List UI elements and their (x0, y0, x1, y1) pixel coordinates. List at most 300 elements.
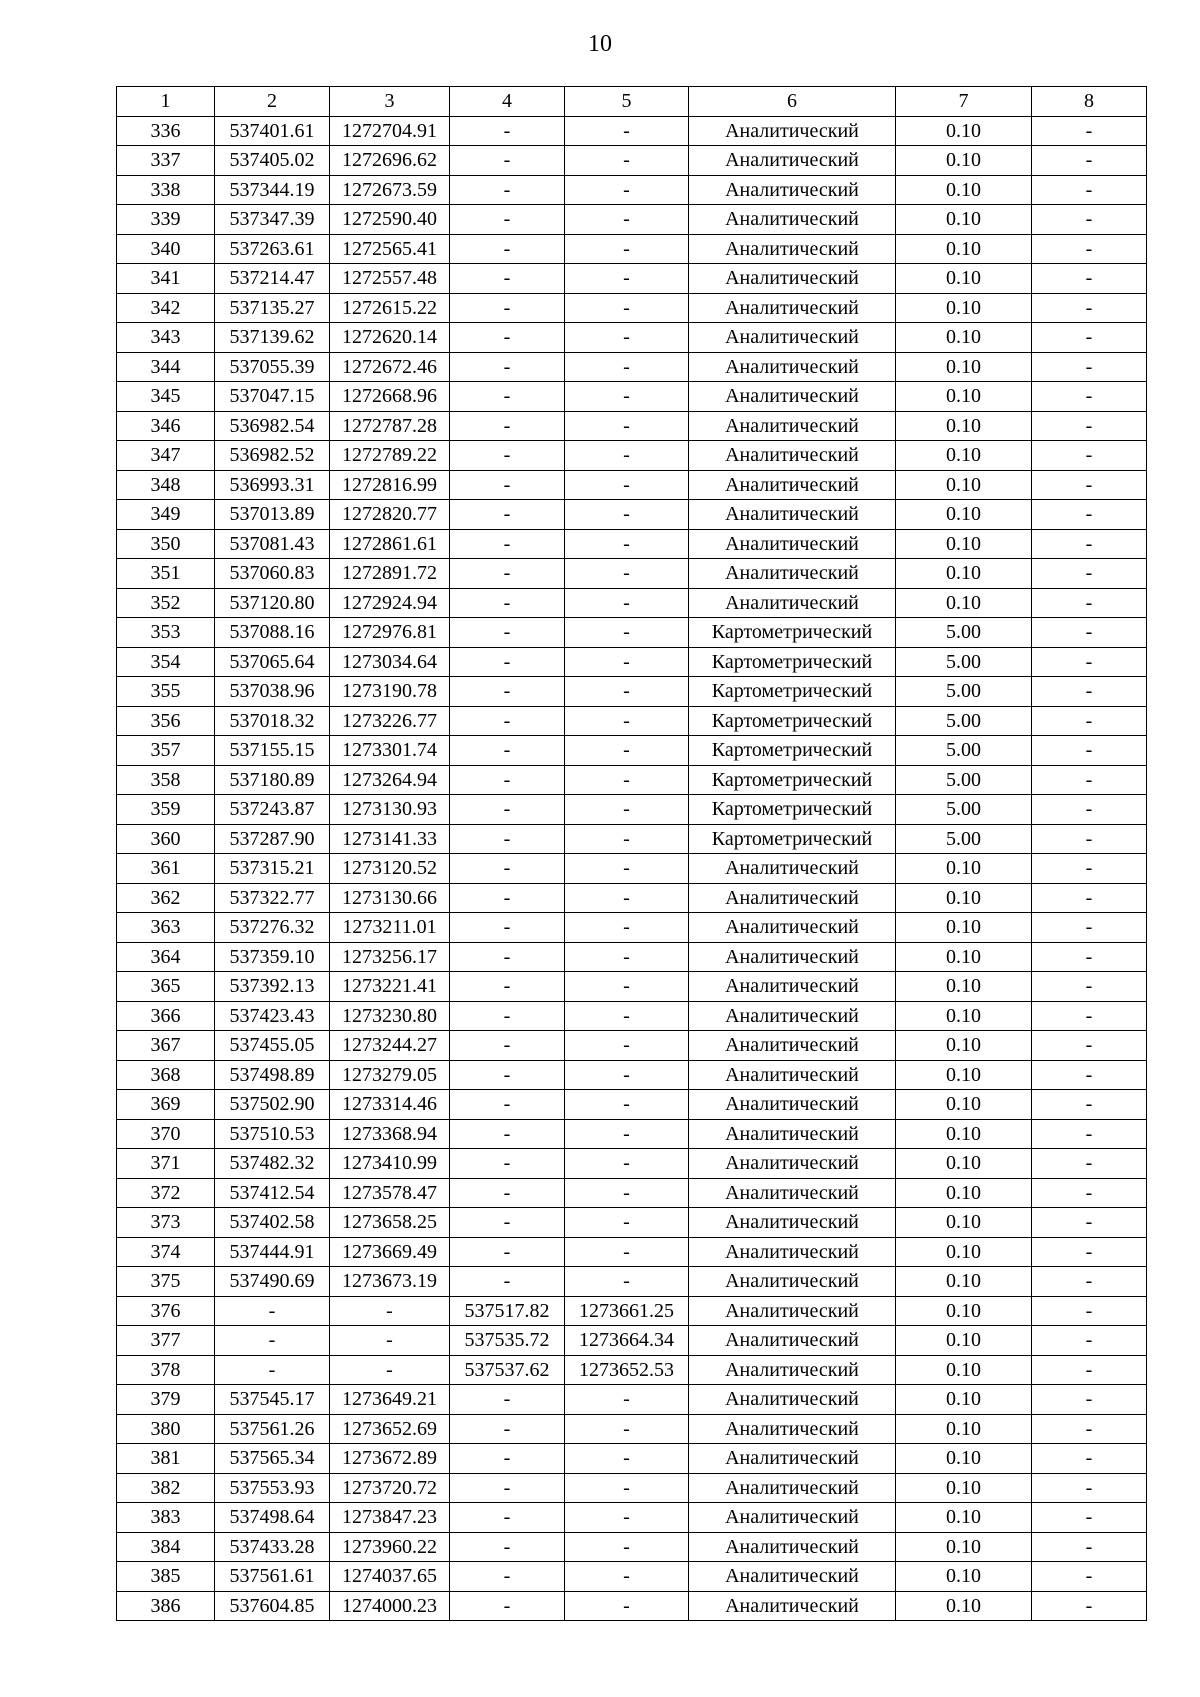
table-cell-col-1: 354 (117, 647, 215, 677)
table-cell-col-5: - (565, 352, 689, 382)
table-cell-col-2: 537498.64 (215, 1503, 330, 1533)
table-cell-col-3: 1272787.28 (330, 411, 450, 441)
table-cell-col-3: 1273141.33 (330, 824, 450, 854)
table-cell-col-3: 1274037.65 (330, 1562, 450, 1592)
table-cell-col-5: - (565, 795, 689, 825)
table-cell-col-4: - (450, 1267, 565, 1297)
table-cell-col-2: 537287.90 (215, 824, 330, 854)
table-cell-col-4: - (450, 1119, 565, 1149)
table-cell-col-7: 0.10 (896, 1001, 1032, 1031)
table-cell-col-1: 337 (117, 146, 215, 176)
table-cell-col-2: 536982.54 (215, 411, 330, 441)
table-row (117, 706, 1147, 736)
table-cell-col-2: 537060.83 (215, 559, 330, 589)
table-cell-col-7: 5.00 (896, 706, 1032, 736)
table-cell-col-4: - (450, 175, 565, 205)
table-cell-col-3: 1272704.91 (330, 116, 450, 146)
table-cell-col-1: 385 (117, 1562, 215, 1592)
table-cell-col-7: 0.10 (896, 559, 1032, 589)
table-cell-col-2: 537088.16 (215, 618, 330, 648)
table-cell-col-3: 1273578.47 (330, 1178, 450, 1208)
table-cell-col-7: 0.10 (896, 1178, 1032, 1208)
table-cell-col-3: - (330, 1296, 450, 1326)
table-row (117, 146, 1147, 176)
table-cell-col-6: Аналитический (689, 559, 896, 589)
table-cell-col-6: Аналитический (689, 323, 896, 353)
table-cell-col-3: 1273314.46 (330, 1090, 450, 1120)
table-cell-col-7: 0.10 (896, 588, 1032, 618)
table-cell-col-8: - (1032, 736, 1147, 766)
table-cell-col-7: 0.10 (896, 234, 1032, 264)
table-cell-col-4: - (450, 1149, 565, 1179)
table-cell-col-5: - (565, 677, 689, 707)
column-header-2: 2 (215, 87, 330, 117)
table-cell-col-5: 1273652.53 (565, 1355, 689, 1385)
table-cell-col-7: 0.10 (896, 323, 1032, 353)
table-cell-col-7: 0.10 (896, 1267, 1032, 1297)
table-cell-col-8: - (1032, 529, 1147, 559)
table-cell-col-6: Аналитический (689, 1473, 896, 1503)
table-cell-col-3: 1273720.72 (330, 1473, 450, 1503)
table-cell-col-6: Аналитический (689, 146, 896, 176)
table-cell-col-5: - (565, 1001, 689, 1031)
table-cell-col-7: 0.10 (896, 883, 1032, 913)
table-cell-col-1: 366 (117, 1001, 215, 1031)
table-row (117, 942, 1147, 972)
table-cell-col-4: 537537.62 (450, 1355, 565, 1385)
table-cell-col-4: - (450, 1591, 565, 1621)
table-cell-col-1: 357 (117, 736, 215, 766)
table-cell-col-5: - (565, 765, 689, 795)
table-cell-col-2: 537344.19 (215, 175, 330, 205)
table-cell-col-1: 362 (117, 883, 215, 913)
table-cell-col-1: 371 (117, 1149, 215, 1179)
table-cell-col-4: - (450, 1001, 565, 1031)
table-cell-col-1: 346 (117, 411, 215, 441)
table-cell-col-4: - (450, 1532, 565, 1562)
table-cell-col-4: 537535.72 (450, 1326, 565, 1356)
table-cell-col-6: Картометрический (689, 824, 896, 854)
table-row (117, 883, 1147, 913)
table-cell-col-6: Картометрический (689, 618, 896, 648)
table-cell-col-7: 0.10 (896, 972, 1032, 1002)
table-cell-col-6: Картометрический (689, 677, 896, 707)
table-cell-col-6: Аналитический (689, 1178, 896, 1208)
table-cell-col-2: 537412.54 (215, 1178, 330, 1208)
table-cell-col-8: - (1032, 1001, 1147, 1031)
table-cell-col-2: 537322.77 (215, 883, 330, 913)
table-cell-col-7: 0.10 (896, 1532, 1032, 1562)
table-cell-col-3: 1273130.66 (330, 883, 450, 913)
table-cell-col-2: 537482.32 (215, 1149, 330, 1179)
table-cell-col-4: 537517.82 (450, 1296, 565, 1326)
table-cell-col-2: 537359.10 (215, 942, 330, 972)
table-cell-col-1: 349 (117, 500, 215, 530)
table-row (117, 1532, 1147, 1562)
table-cell-col-2: 537604.85 (215, 1591, 330, 1621)
table-cell-col-3: 1273673.19 (330, 1267, 450, 1297)
table-cell-col-7: 0.10 (896, 913, 1032, 943)
table-cell-col-8: - (1032, 1385, 1147, 1415)
table-cell-col-1: 341 (117, 264, 215, 294)
table-cell-col-6: Аналитический (689, 1355, 896, 1385)
table-cell-col-5: - (565, 972, 689, 1002)
table-cell-col-6: Аналитический (689, 205, 896, 235)
table-cell-col-4: - (450, 1562, 565, 1592)
table-cell-col-8: - (1032, 1267, 1147, 1297)
table-cell-col-1: 343 (117, 323, 215, 353)
table-cell-col-8: - (1032, 559, 1147, 589)
table-row (117, 205, 1147, 235)
table-cell-col-8: - (1032, 293, 1147, 323)
table-cell-col-1: 336 (117, 116, 215, 146)
table-cell-col-7: 0.10 (896, 293, 1032, 323)
column-header-6: 6 (689, 87, 896, 117)
table-cell-col-6: Аналитический (689, 264, 896, 294)
table-row (117, 411, 1147, 441)
table-cell-col-6: Аналитический (689, 942, 896, 972)
table-cell-col-1: 350 (117, 529, 215, 559)
table-cell-col-8: - (1032, 824, 1147, 854)
table-cell-col-5: - (565, 470, 689, 500)
table-row (117, 1296, 1147, 1326)
table-cell-col-6: Картометрический (689, 765, 896, 795)
table-cell-col-2: 537065.64 (215, 647, 330, 677)
table-cell-col-7: 0.10 (896, 529, 1032, 559)
table-cell-col-5: - (565, 618, 689, 648)
table-cell-col-6: Аналитический (689, 588, 896, 618)
table-cell-col-2: 537392.13 (215, 972, 330, 1002)
table-cell-col-6: Аналитический (689, 500, 896, 530)
table-cell-col-8: - (1032, 1060, 1147, 1090)
table-cell-col-1: 372 (117, 1178, 215, 1208)
table-cell-col-2: 537561.61 (215, 1562, 330, 1592)
table-cell-col-1: 353 (117, 618, 215, 648)
table-cell-col-7: 5.00 (896, 647, 1032, 677)
table-cell-col-7: 0.10 (896, 146, 1032, 176)
table-cell-col-6: Аналитический (689, 234, 896, 264)
table-row (117, 647, 1147, 677)
table-cell-col-5: - (565, 854, 689, 884)
table-cell-col-1: 344 (117, 352, 215, 382)
table-cell-col-2: 537263.61 (215, 234, 330, 264)
table-cell-col-6: Аналитический (689, 1149, 896, 1179)
table-row (117, 1149, 1147, 1179)
table-cell-col-5: - (565, 1385, 689, 1415)
table-cell-col-1: 381 (117, 1444, 215, 1474)
table-cell-col-7: 0.10 (896, 205, 1032, 235)
table-cell-col-5: - (565, 1473, 689, 1503)
table-row (117, 618, 1147, 648)
table-cell-col-3: 1273230.80 (330, 1001, 450, 1031)
table-cell-col-2: 537490.69 (215, 1267, 330, 1297)
table-cell-col-2: 537545.17 (215, 1385, 330, 1415)
table-cell-col-3: 1272620.14 (330, 323, 450, 353)
table-cell-col-7: 0.10 (896, 1090, 1032, 1120)
table-cell-col-4: - (450, 1503, 565, 1533)
table-cell-col-6: Аналитический (689, 411, 896, 441)
table-cell-col-6: Аналитический (689, 293, 896, 323)
table-cell-col-3: 1273658.25 (330, 1208, 450, 1238)
table-cell-col-8: - (1032, 1296, 1147, 1326)
table-cell-col-3: 1273649.21 (330, 1385, 450, 1415)
table-cell-col-7: 5.00 (896, 765, 1032, 795)
table-cell-col-6: Аналитический (689, 1031, 896, 1061)
table-row (117, 1178, 1147, 1208)
table-cell-col-4: - (450, 500, 565, 530)
table-cell-col-1: 365 (117, 972, 215, 1002)
table-row (117, 1591, 1147, 1621)
table-cell-col-6: Аналитический (689, 1208, 896, 1238)
table-cell-col-3: 1273190.78 (330, 677, 450, 707)
table-row (117, 1208, 1147, 1238)
table-cell-col-8: - (1032, 205, 1147, 235)
table-cell-col-5: - (565, 264, 689, 294)
table-cell-col-4: - (450, 972, 565, 1002)
table-cell-col-2: 537510.53 (215, 1119, 330, 1149)
table-cell-col-6: Аналитический (689, 1119, 896, 1149)
column-header-5: 5 (565, 87, 689, 117)
column-header-1: 1 (117, 87, 215, 117)
table-cell-col-1: 374 (117, 1237, 215, 1267)
table-cell-col-5: - (565, 559, 689, 589)
table-cell-col-1: 345 (117, 382, 215, 412)
table-cell-col-5: - (565, 1119, 689, 1149)
table-row (117, 588, 1147, 618)
table-cell-col-8: - (1032, 972, 1147, 1002)
table-cell-col-5: - (565, 1178, 689, 1208)
table-cell-col-3: 1273368.94 (330, 1119, 450, 1149)
table-cell-col-3: 1272891.72 (330, 559, 450, 589)
table-cell-col-4: - (450, 470, 565, 500)
table-cell-col-1: 380 (117, 1414, 215, 1444)
table-cell-col-4: - (450, 1178, 565, 1208)
table-cell-col-5: - (565, 441, 689, 471)
table-row (117, 1090, 1147, 1120)
table-cell-col-8: - (1032, 1591, 1147, 1621)
table-cell-col-2: 537276.32 (215, 913, 330, 943)
table-row (117, 1060, 1147, 1090)
table-cell-col-8: - (1032, 116, 1147, 146)
table-cell-col-7: 0.10 (896, 470, 1032, 500)
table-cell-col-1: 375 (117, 1267, 215, 1297)
table-cell-col-4: - (450, 441, 565, 471)
column-header-7: 7 (896, 87, 1032, 117)
table-cell-col-1: 356 (117, 706, 215, 736)
table-cell-col-8: - (1032, 352, 1147, 382)
table-cell-col-2: - (215, 1355, 330, 1385)
table-cell-col-4: - (450, 529, 565, 559)
table-row (117, 382, 1147, 412)
table-row (117, 559, 1147, 589)
table-row (117, 470, 1147, 500)
table-cell-col-7: 0.10 (896, 264, 1032, 294)
table-row (117, 972, 1147, 1002)
table-cell-col-8: - (1032, 382, 1147, 412)
table-row (117, 1355, 1147, 1385)
table-cell-col-4: - (450, 1444, 565, 1474)
table-cell-col-8: - (1032, 1562, 1147, 1592)
table-cell-col-3: 1273226.77 (330, 706, 450, 736)
column-header-4: 4 (450, 87, 565, 117)
table-cell-col-1: 359 (117, 795, 215, 825)
table-cell-col-8: - (1032, 1473, 1147, 1503)
table-cell-col-6: Аналитический (689, 1562, 896, 1592)
table-cell-col-7: 0.10 (896, 1149, 1032, 1179)
table-cell-col-5: - (565, 1562, 689, 1592)
table-cell-col-2: 537214.47 (215, 264, 330, 294)
table-cell-col-2: 536993.31 (215, 470, 330, 500)
table-cell-col-3: 1272590.40 (330, 205, 450, 235)
table-cell-col-2: 537081.43 (215, 529, 330, 559)
table-cell-col-3: 1273211.01 (330, 913, 450, 943)
table-cell-col-7: 0.10 (896, 1444, 1032, 1474)
table-cell-col-7: 5.00 (896, 736, 1032, 766)
table-row (117, 1385, 1147, 1415)
table-cell-col-2: 537315.21 (215, 854, 330, 884)
table-row (117, 1414, 1147, 1444)
table-cell-col-4: - (450, 264, 565, 294)
table-cell-col-1: 358 (117, 765, 215, 795)
table-cell-col-7: 0.10 (896, 1031, 1032, 1061)
table-cell-col-1: 367 (117, 1031, 215, 1061)
table-cell-col-7: 0.10 (896, 1326, 1032, 1356)
table-cell-col-4: - (450, 352, 565, 382)
table-cell-col-8: - (1032, 883, 1147, 913)
table-cell-col-3: - (330, 1355, 450, 1385)
table-cell-col-6: Аналитический (689, 1090, 896, 1120)
column-header-3: 3 (330, 87, 450, 117)
table-cell-col-6: Аналитический (689, 1001, 896, 1031)
table-row (117, 913, 1147, 943)
table-row (117, 175, 1147, 205)
table-cell-col-5: - (565, 1414, 689, 1444)
table-cell-col-7: 0.10 (896, 352, 1032, 382)
table-cell-col-5: - (565, 913, 689, 943)
table-cell-col-4: - (450, 1031, 565, 1061)
table-cell-col-5: - (565, 1591, 689, 1621)
table-cell-col-3: 1273120.52 (330, 854, 450, 884)
table-cell-col-7: 0.10 (896, 1591, 1032, 1621)
table-cell-col-3: 1273410.99 (330, 1149, 450, 1179)
table-cell-col-6: Аналитический (689, 1296, 896, 1326)
table-cell-col-4: - (450, 647, 565, 677)
table-cell-col-5: - (565, 1237, 689, 1267)
table-cell-col-8: - (1032, 913, 1147, 943)
table-cell-col-5: - (565, 293, 689, 323)
table-cell-col-7: 0.10 (896, 854, 1032, 884)
table-cell-col-5: - (565, 1532, 689, 1562)
table-row (117, 529, 1147, 559)
table-cell-col-1: 373 (117, 1208, 215, 1238)
table-cell-col-7: 0.10 (896, 411, 1032, 441)
table-cell-col-1: 376 (117, 1296, 215, 1326)
coordinates-table (116, 86, 1147, 1621)
table-cell-col-5: - (565, 883, 689, 913)
table-cell-col-3: 1272696.62 (330, 146, 450, 176)
table-cell-col-4: - (450, 883, 565, 913)
table-cell-col-4: - (450, 146, 565, 176)
table-cell-col-5: - (565, 706, 689, 736)
table-cell-col-3: 1273301.74 (330, 736, 450, 766)
table-cell-col-1: 342 (117, 293, 215, 323)
table-cell-col-2: 537553.93 (215, 1473, 330, 1503)
table-cell-col-1: 351 (117, 559, 215, 589)
table-cell-col-4: - (450, 588, 565, 618)
table-cell-col-3: 1273221.41 (330, 972, 450, 1002)
table-cell-col-6: Аналитический (689, 1060, 896, 1090)
table-row (117, 234, 1147, 264)
table-cell-col-3: 1273672.89 (330, 1444, 450, 1474)
table-cell-col-5: - (565, 323, 689, 353)
table-cell-col-8: - (1032, 647, 1147, 677)
table-cell-col-7: 0.10 (896, 1385, 1032, 1415)
table-cell-col-8: - (1032, 1503, 1147, 1533)
table-cell-col-8: - (1032, 588, 1147, 618)
table-cell-col-5: - (565, 529, 689, 559)
table-cell-col-4: - (450, 293, 565, 323)
table-cell-col-1: 352 (117, 588, 215, 618)
table-cell-col-2: 537455.05 (215, 1031, 330, 1061)
table-cell-col-1: 383 (117, 1503, 215, 1533)
table-cell-col-3: 1272557.48 (330, 264, 450, 294)
table-cell-col-5: - (565, 116, 689, 146)
table-cell-col-6: Картометрический (689, 795, 896, 825)
table-cell-col-6: Картометрический (689, 647, 896, 677)
table-cell-col-4: - (450, 824, 565, 854)
table-cell-col-8: - (1032, 441, 1147, 471)
table-cell-col-2: 537347.39 (215, 205, 330, 235)
table-cell-col-8: - (1032, 1090, 1147, 1120)
table-row (117, 1326, 1147, 1356)
table-cell-col-4: - (450, 913, 565, 943)
table-cell-col-2: 537433.28 (215, 1532, 330, 1562)
table-row (117, 441, 1147, 471)
table-cell-col-4: - (450, 411, 565, 441)
table-row (117, 1444, 1147, 1474)
table-cell-col-8: - (1032, 323, 1147, 353)
table-cell-col-5: 1273661.25 (565, 1296, 689, 1326)
table-cell-col-6: Аналитический (689, 972, 896, 1002)
table-cell-col-1: 379 (117, 1385, 215, 1415)
table-cell-col-7: 0.10 (896, 1414, 1032, 1444)
table-cell-col-3: 1273264.94 (330, 765, 450, 795)
table-cell-col-8: - (1032, 234, 1147, 264)
table-row (117, 1562, 1147, 1592)
table-cell-col-2: 537135.27 (215, 293, 330, 323)
table-cell-col-4: - (450, 1060, 565, 1090)
table-cell-col-4: - (450, 234, 565, 264)
table-row (117, 1237, 1147, 1267)
table-cell-col-5: - (565, 1090, 689, 1120)
table-cell-col-2: 537565.34 (215, 1444, 330, 1474)
table-cell-col-3: 1272816.99 (330, 470, 450, 500)
table-cell-col-3: 1273960.22 (330, 1532, 450, 1562)
table-cell-col-8: - (1032, 1414, 1147, 1444)
table-cell-col-4: - (450, 1237, 565, 1267)
table-cell-col-3: 1272861.61 (330, 529, 450, 559)
table-cell-col-1: 378 (117, 1355, 215, 1385)
table-cell-col-6: Аналитический (689, 1237, 896, 1267)
table-row (117, 1031, 1147, 1061)
table-cell-col-1: 338 (117, 175, 215, 205)
table-cell-col-2: 537038.96 (215, 677, 330, 707)
table-cell-col-2: 537139.62 (215, 323, 330, 353)
table-row (117, 293, 1147, 323)
table-row (117, 1119, 1147, 1149)
table-cell-col-3: 1273256.17 (330, 942, 450, 972)
table-cell-col-4: - (450, 706, 565, 736)
